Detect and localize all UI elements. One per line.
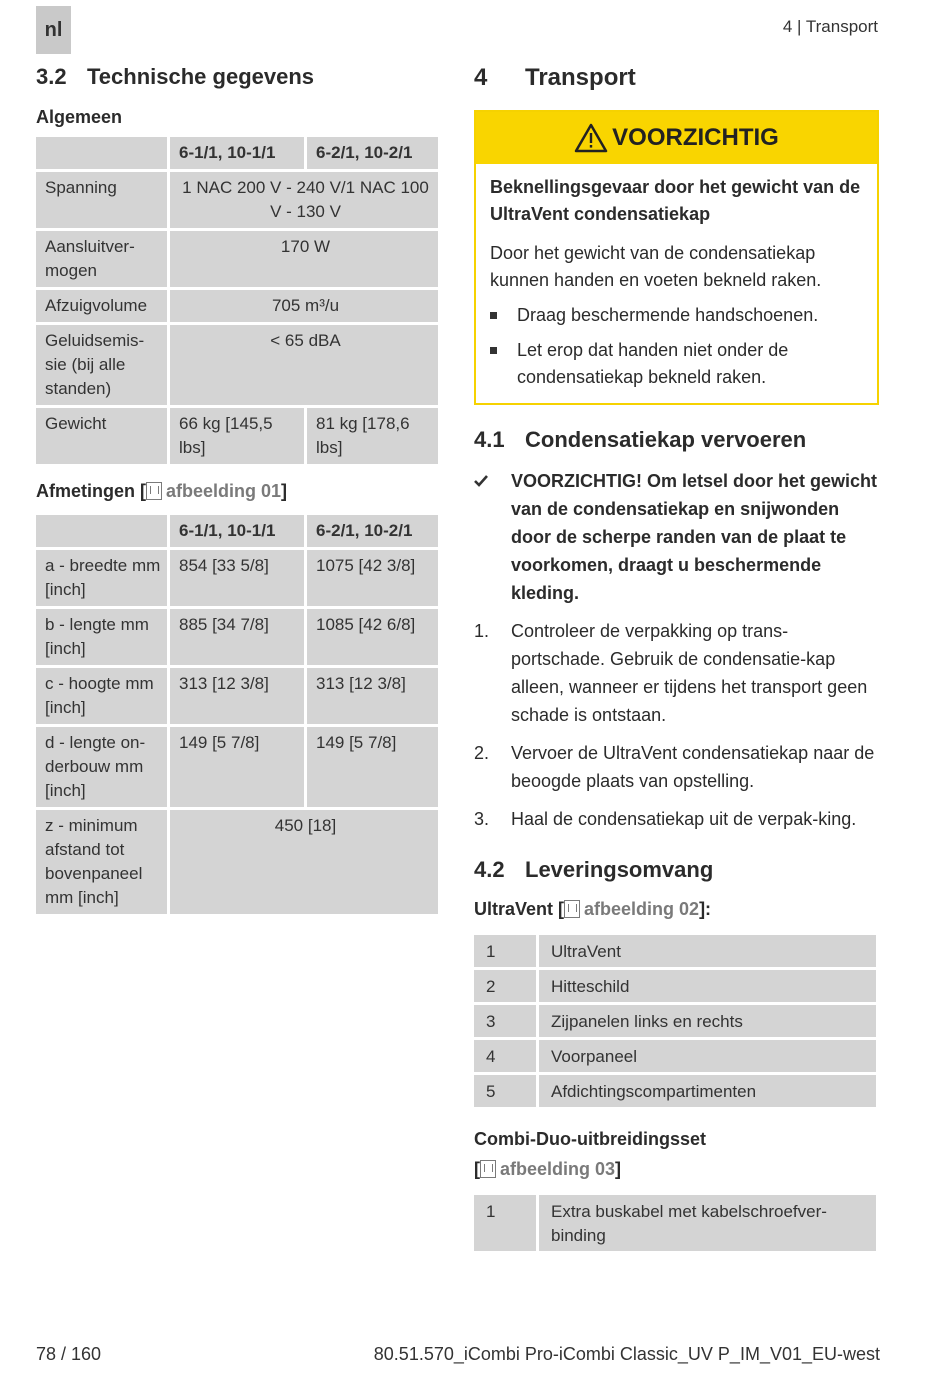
row-value: 81 kg [178,6 lbs] xyxy=(307,408,438,464)
item-number: 4 xyxy=(474,1040,536,1072)
caution-label: VOORZICHTIG xyxy=(612,124,779,151)
figure-link[interactable]: afbeelding 03 xyxy=(500,1159,616,1179)
table-header-row xyxy=(36,137,438,169)
table-row xyxy=(36,325,438,405)
item-label: Extra buskabel met kabelschroefver-binding xyxy=(539,1195,876,1251)
warning-triangle-icon xyxy=(574,123,608,153)
checkmark-icon xyxy=(474,467,511,607)
ultravent-items-table xyxy=(471,932,879,1110)
table-row xyxy=(36,550,438,606)
row-value: 885 [34 7/8] xyxy=(170,609,304,665)
table-header-cell: 6-2/1, 10-2/1 xyxy=(307,515,438,547)
table-corner-cell xyxy=(36,137,167,169)
caution-lead: Beknellingsgevaar door het gewicht van de UltraVent condensatiekap xyxy=(490,177,861,224)
table-row xyxy=(474,970,876,1002)
row-label: z - minimum afstand tot bovenpaneel mm [inch] xyxy=(36,810,167,914)
table-row xyxy=(36,668,438,724)
table-header-cell: 6-2/1, 10-2/1 xyxy=(307,137,438,169)
running-head: 4 | Transport xyxy=(782,17,878,36)
list-item: 1. Controleer de verpakking op trans-portschade. Gebruik de condensatie-kap alleen, wanneer er tijdens het transport geen schade is ontstaan. xyxy=(474,621,868,725)
caution-text: Door het gewicht van de condensatiekap kunnen handen en voeten bekneld raken. xyxy=(490,243,822,290)
caution-body xyxy=(476,164,877,403)
table-row xyxy=(36,609,438,665)
table-row xyxy=(36,231,438,287)
dimensions-table xyxy=(33,512,441,917)
table-row xyxy=(474,1075,876,1107)
row-value: 1085 [42 6/8] xyxy=(307,609,438,665)
table-header-cell: 6-1/1, 10-1/1 xyxy=(170,137,304,169)
row-value: 66 kg [145,5 lbs] xyxy=(170,408,304,464)
row-label: d - lengte on-derbouw mm [inch] xyxy=(36,727,167,807)
row-label: Spanning xyxy=(36,172,167,228)
table-header-row xyxy=(36,515,438,547)
item-number: 5 xyxy=(474,1075,536,1107)
table-row xyxy=(474,1195,876,1251)
row-value: 705 m³/u xyxy=(170,290,438,322)
caution-header xyxy=(476,112,877,164)
row-value: 313 [12 3/8] xyxy=(307,668,438,724)
document-id: 80.51.570_iCombi Pro-iCombi Classic_UV P_IM_V01_EU-west xyxy=(373,1344,880,1364)
table-row xyxy=(36,810,438,914)
table-row xyxy=(474,1040,876,1072)
item-number: 3 xyxy=(474,1005,536,1037)
row-label: b - lengte mm [inch] xyxy=(36,609,167,665)
item-number: 1 xyxy=(474,1195,536,1251)
general-heading: Algemeen xyxy=(36,107,123,127)
caution-box xyxy=(474,110,879,405)
section-heading-3-2: 3.2 Technische gegevens xyxy=(36,64,315,89)
item-label: Zijpanelen links en rechts xyxy=(539,1005,876,1037)
bullet-square-icon xyxy=(490,312,497,319)
row-value: 313 [12 3/8] xyxy=(170,668,304,724)
page-number: 78 / 160 xyxy=(36,1344,102,1364)
row-label: Gewicht xyxy=(36,408,167,464)
table-row xyxy=(36,408,438,464)
row-value: 854 [33 5/8] xyxy=(170,550,304,606)
list-item: 2. Vervoer de UltraVent condensatiekap naar de beoogde plaats van opstelling. xyxy=(474,743,875,791)
table-row xyxy=(36,172,438,228)
row-value: < 65 dBA xyxy=(170,325,438,405)
combi-items-table xyxy=(471,1192,879,1254)
item-label: Voorpaneel xyxy=(539,1040,876,1072)
figure-ref-icon xyxy=(564,900,580,918)
table-corner-cell xyxy=(36,515,167,547)
list-item: 3. Haal de condensatiekap uit de verpak-king. xyxy=(474,809,857,829)
figure-ref-icon xyxy=(146,482,162,500)
item-label: Afdichtingscompartimenten xyxy=(539,1075,876,1107)
right-column xyxy=(474,64,879,1254)
table-row xyxy=(36,727,438,807)
figure-link[interactable]: afbeelding 02 xyxy=(584,899,700,919)
row-label: c - hoogte mm [inch] xyxy=(36,668,167,724)
table-row xyxy=(474,935,876,967)
row-value: 1075 [42 3/8] xyxy=(307,550,438,606)
section-heading-4-2: 4.2 Leveringsomvang xyxy=(474,857,714,882)
item-label: Hitteschild xyxy=(539,970,876,1002)
safety-note: VOORZICHTIG! Om letsel door het gewicht van de condensatiekap en snijwonden door de scherpe randen van de plaat te voorkomen, draagt u beschermende kleding. xyxy=(474,467,879,607)
ultravent-heading: UltraVent [ afbeelding 02]: xyxy=(474,899,712,919)
dimensions-heading: Afmetingen [ afbeelding 01] xyxy=(36,481,288,501)
row-value: 450 [18] xyxy=(170,810,438,914)
transport-steps xyxy=(474,617,879,833)
left-column xyxy=(36,64,440,917)
row-value: 1 NAC 200 V - 240 V/1 NAC 100 V - 130 V xyxy=(170,172,438,228)
item-label: UltraVent xyxy=(539,935,876,967)
chapter-heading: 4 Transport xyxy=(474,64,636,91)
section-heading-4-1: 4.1 Condensatiekap vervoeren xyxy=(474,427,807,452)
row-label: Aansluitver-mogen xyxy=(36,231,167,287)
row-value: 149 [5 7/8] xyxy=(307,727,438,807)
table-row xyxy=(474,1005,876,1037)
table-row xyxy=(36,290,438,322)
figure-link[interactable]: afbeelding 01 xyxy=(166,481,282,501)
item-number: 1 xyxy=(474,935,536,967)
item-number: 2 xyxy=(474,970,536,1002)
combi-duo-heading: Combi-Duo-uitbreidingsset [ afbeelding 03] xyxy=(474,1129,706,1179)
table-header-cell: 6-1/1, 10-1/1 xyxy=(170,515,304,547)
row-label: Geluidsemis-sie (bij alle standen) xyxy=(36,325,167,405)
list-item: Let erop dat handen niet onder de condensatiekap bekneld raken. xyxy=(490,337,863,391)
row-value: 170 W xyxy=(170,231,438,287)
language-tab: nl xyxy=(36,6,71,54)
general-specs-table xyxy=(33,134,441,467)
row-label: a - breedte mm [inch] xyxy=(36,550,167,606)
row-label: Afzuigvolume xyxy=(36,290,167,322)
figure-ref-icon xyxy=(480,1160,496,1178)
bullet-square-icon xyxy=(490,347,497,354)
row-value: 149 [5 7/8] xyxy=(170,727,304,807)
list-item: Draag beschermende handschoenen. xyxy=(490,302,863,329)
